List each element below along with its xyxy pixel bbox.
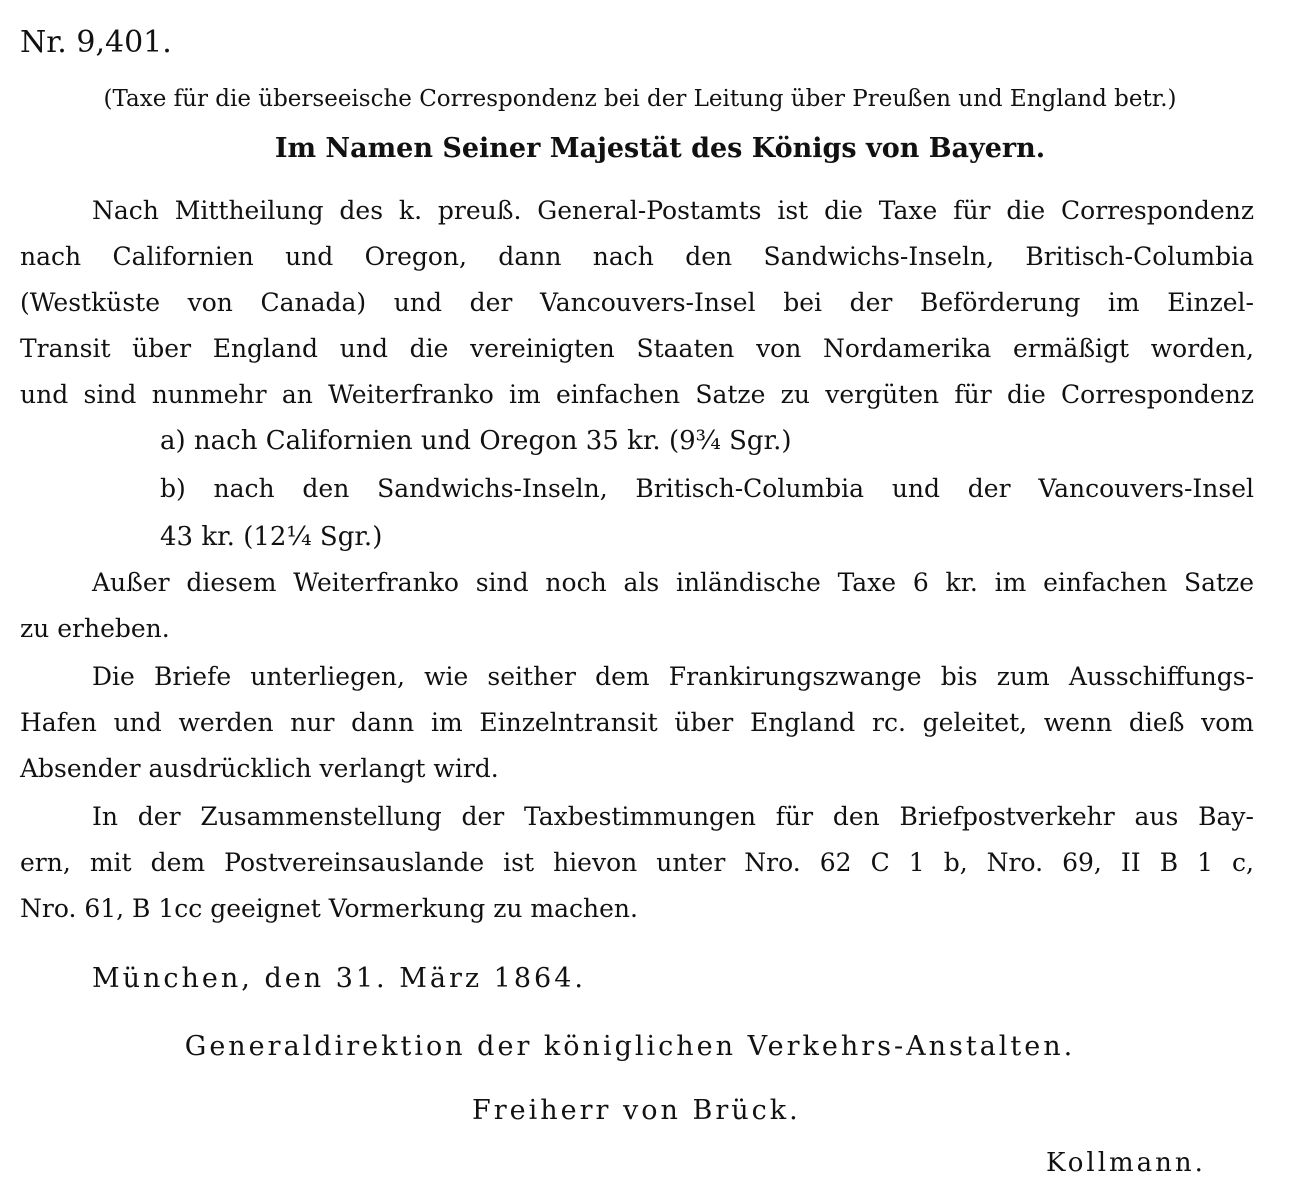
list-item-b-cont: 43 kr. (12¼ Sgr.)	[160, 522, 383, 552]
signatory-name: Freiherr von Brück.	[472, 1095, 801, 1126]
list-item-a: a) nach Californien und Oregon 35 kr. (9¾ Sgr.)	[160, 426, 792, 456]
paragraph-4-line: ern, mit dem Postvereinsauslande ist hievon unter Nro. 62 C 1 b, Nro. 69, II B 1 c,	[20, 848, 1254, 877]
paragraph-3-line: Absender ausdrücklich verlangt wird.	[20, 754, 499, 783]
paragraph-1-line: Transit über England und die vereinigten Staaten von Nordamerika ermäßigt worden,	[20, 334, 1254, 363]
issuing-authority: Generaldirektion der königlichen Verkehrs-Anstalten.	[184, 1031, 1076, 1062]
document-date: München, den 31. März 1864.	[92, 963, 586, 994]
paragraph-1-line: und sind nunmehr an Weiterfranko im einfachen Satze zu vergüten für die Correspondenz	[20, 380, 1254, 409]
document-subject: (Taxe für die überseeische Correspondenz bei der Leitung über Preußen und England betr.)	[103, 86, 1177, 112]
list-item-b: b) nach den Sandwichs-Inseln, Britisch-Columbia und der Vancouvers-Insel	[160, 474, 1254, 503]
document-number: Nr. 9,401.	[20, 25, 172, 60]
paragraph-3-line: Hafen und werden nur dann im Einzelntransit über England rc. geleitet, wenn dieß vom	[20, 708, 1254, 737]
paragraph-2-line: Außer diesem Weiterfranko sind noch als inländische Taxe 6 kr. im einfachen Satze	[92, 568, 1254, 597]
paragraph-4-line: In der Zusammenstellung der Taxbestimmungen für den Briefpostverkehr aus Bay-	[92, 802, 1254, 831]
paragraph-4-line: Nro. 61, B 1cc geeignet Vormerkung zu machen.	[20, 894, 638, 923]
document-heading: Im Namen Seiner Majestät des Königs von Bayern.	[274, 133, 1046, 164]
paragraph-1-line: (Westküste von Canada) und der Vancouvers-Insel bei der Beförderung im Einzel-	[20, 288, 1254, 317]
paragraph-1-line: nach Californien und Oregon, dann nach den Sandwichs-Inseln, Britisch-Columbia	[20, 242, 1254, 271]
paragraph-2-line: zu erheben.	[20, 614, 170, 643]
paragraph-1-line: Nach Mittheilung des k. preuß. General-Postamts ist die Taxe für die Correspondenz	[92, 196, 1254, 225]
signatory-name: Kollmann.	[1046, 1148, 1206, 1178]
paragraph-3-line: Die Briefe unterliegen, wie seither dem Frankirungszwange bis zum Ausschiffungs-	[92, 662, 1254, 691]
